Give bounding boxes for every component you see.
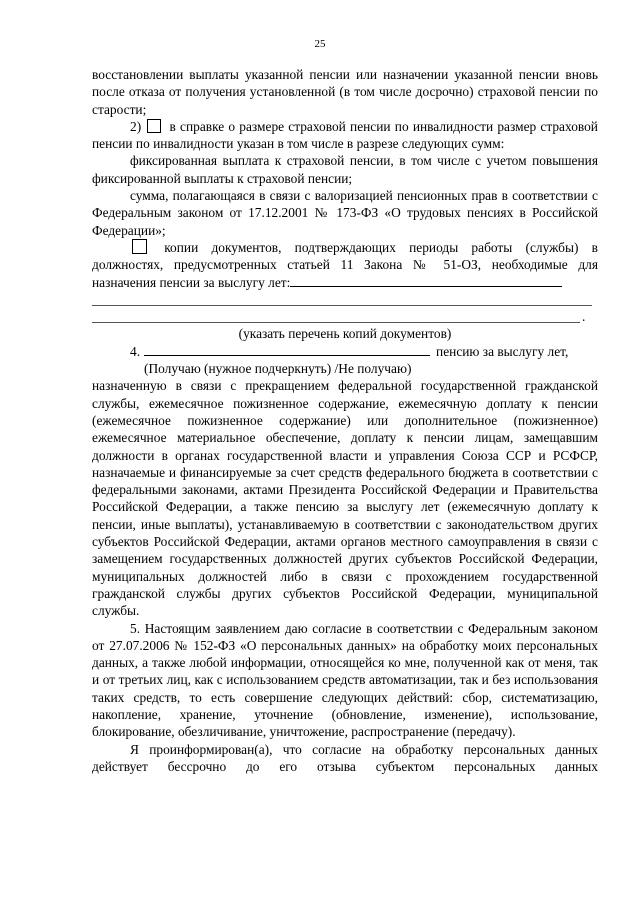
item-2-text: в справке о размере страховой пенсии по инвалидности размер страховой пенсии по инвалидности указан в том числе в разрезе следующих сумм: — [92, 118, 598, 152]
paragraph-consent: 5. Настоящим заявлением даю согласие в соответствии с Федеральным законом от 27.07.2006 № 152-ФЗ «О персональных данных» на обработку моих персональных данных, а также любой информации, относящейся ко мне, полученной как от меня, так и от третьих лиц, как с использованием средств автоматизации, так и без использования таких средств, то есть совершение следующих действий: сбор, систематизацию, накопление, хранение, уточнение (обновление, изменение), использование, блокирование, обезличивание, уничтожение, распространение (передачу). — [92, 620, 598, 740]
item-2-number: 2) — [130, 118, 142, 134]
page-number: 25 — [314, 38, 326, 50]
line-end-period: . — [582, 309, 586, 325]
checkbox-document-copies[interactable] — [132, 239, 147, 254]
item-4-tail: пенсию за выслугу лет, — [436, 343, 569, 359]
document-list-field[interactable] — [290, 274, 562, 287]
document-body — [92, 66, 598, 775]
document-copies-text: копии документов, подтверждающих периоды работы (службы) в должностях, предусмотренных статьей 11 Закона № 51-ОЗ, необходимые для назначения пенсии за выслугу лет: — [92, 239, 598, 290]
paragraph-pension-restore: восстановлении выплаты указанной пенсии или назначении указанной пенсии вновь после отказа от получения установленной (в том числе досрочно) страховой пенсии по старости; — [92, 67, 598, 117]
checkbox-disability-certificate[interactable] — [147, 119, 161, 133]
paragraph-pension-types: назначенную в связи с прекращением федеральной государственной гражданской службы, ежемесячное пожизненное содержание, ежемесячную доплату к пенсии (ежемесячное пожизненное содержание) или дополнительное (пожизненное) ежемесячное материальное обеспечение, доплату к пенсии лицам, замещавшим должности в органах государственной власти и управления Союза ССР и РСФСР, назначаемые и финансируемые за счет средств федерального бюджета в соответствии с федеральными законами, актами Президента Российской Федерации и Правительства Российской Федерации, а также пенсию за выслугу лет (ежемесячную доплату к пенсии, иные выплаты), устанавливаемую в соответствии с законодательством других субъектов Российской Федерации, актами органов местного самоуправления в связи с замещением государственных должностей других субъектов Российской Федерации, муниципальных должностей либо в связи с прохождением государственной гражданской службы других субъектов Российской Федерации, муниципальной службы. — [92, 378, 598, 619]
paragraph-valorization: сумма, полагающаяся в связи с валоризацией пенсионных прав в соответствии с Федеральным законом от 17.12.2001 № 173-ФЗ «О трудовых пенсиях в Российской Федерации»; — [92, 188, 598, 238]
paragraph-informed: Я проинформирован(а), что согласие на обработку персональных данных действует бессрочно до его отзыва субъектом персональных данных — [92, 741, 598, 774]
paragraph-item-2 — [92, 118, 598, 153]
caption-document-list: (указать перечень копий документов) — [238, 326, 452, 342]
document-list-line-1[interactable] — [92, 291, 598, 308]
document-list-line-2[interactable] — [92, 308, 598, 325]
paragraph-document-copies — [92, 239, 598, 291]
receive-pension-field[interactable] — [144, 343, 430, 356]
paragraph-fixed-payment: фиксированная выплата к страховой пенсии, в том числе с учетом повышения фиксированной выплаты к страховой пенсии; — [92, 153, 598, 186]
receive-choice-caption: (Получаю (нужное подчеркнуть) /Не получаю) — [144, 361, 412, 377]
paragraph-item-4 — [92, 343, 598, 360]
item-4-number: 4. — [130, 343, 141, 359]
